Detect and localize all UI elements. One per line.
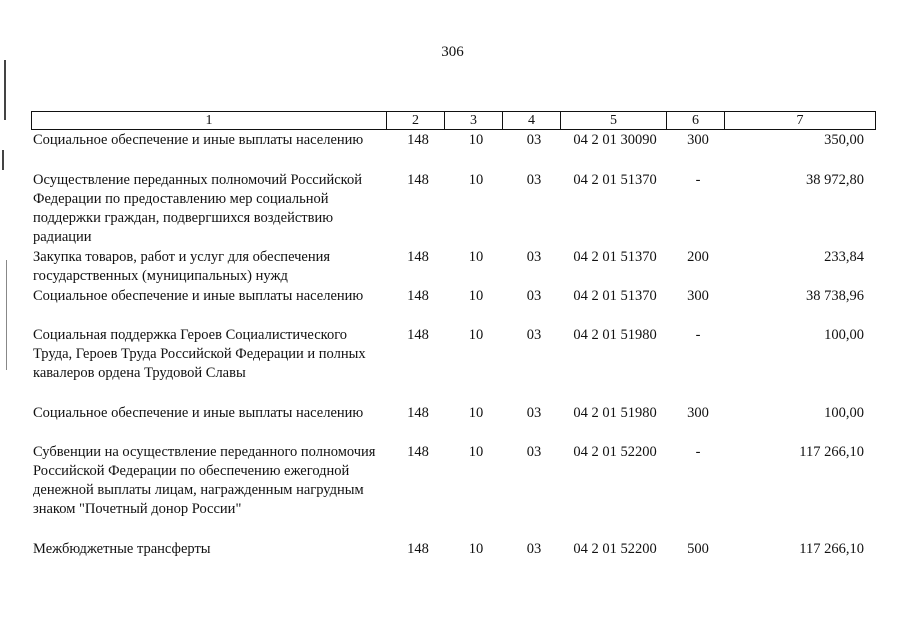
row-col-4: 03: [526, 249, 542, 265]
row-col-4: 03: [526, 132, 542, 148]
row-col-4: 03: [526, 327, 542, 343]
row-col-6: 300: [687, 288, 709, 304]
row-col-5: 04 2 01 51980: [573, 327, 657, 343]
row-col-2: 148: [407, 444, 429, 460]
row-col-4: 03: [526, 541, 542, 557]
row-col-2: 148: [407, 288, 429, 304]
row-col-6: 300: [687, 132, 709, 148]
column-header: 1: [32, 112, 387, 130]
column-header: 5: [561, 112, 667, 130]
row-description: Субвенции на осуществление переданного полномочия Российской Федерации по обеспечению ежегодной денежной выплаты лицам, награжденным нагрудным знаком "Почетный донор России": [33, 444, 376, 517]
row-description: Социальная поддержка Героев Социалистического Труда, Героев Труда Российской Федерации и полных кавалеров ордена Трудовой Славы: [33, 327, 366, 381]
page-number: 306: [441, 44, 464, 60]
row-col-2: 148: [407, 132, 429, 148]
row-col-4: 03: [526, 405, 542, 421]
row-description: Закупка товаров, работ и услуг для обеспечения государственных (муниципальных) нужд: [33, 249, 331, 284]
row-col-2: 148: [407, 541, 429, 557]
row-col-3: 10: [468, 327, 484, 343]
row-amount: 117 266,10: [799, 444, 864, 460]
row-amount: 117 266,10: [799, 541, 864, 557]
row-col-3: 10: [468, 444, 484, 460]
row-col-4: 03: [526, 172, 542, 188]
row-col-2: 148: [407, 327, 429, 343]
row-col-6: 300: [687, 405, 709, 421]
row-col-6: -: [695, 327, 701, 343]
row-col-3: 10: [468, 288, 484, 304]
row-amount: 100,00: [824, 405, 864, 421]
row-description: Социальное обеспечение и иные выплаты населению: [33, 132, 364, 148]
row-col-5: 04 2 01 51370: [573, 172, 657, 188]
column-header: 7: [725, 112, 876, 130]
row-col-3: 10: [468, 405, 484, 421]
row-description: Межбюджетные трансферты: [33, 541, 211, 557]
column-header: 4: [503, 112, 561, 130]
row-col-3: 10: [468, 541, 484, 557]
row-col-6: -: [695, 444, 701, 460]
row-col-2: 148: [407, 249, 429, 265]
row-col-4: 03: [526, 444, 542, 460]
row-col-3: 10: [468, 172, 484, 188]
row-col-5: 04 2 01 51370: [573, 249, 657, 265]
column-header-row: [32, 112, 876, 130]
row-col-6: -: [695, 172, 701, 188]
row-col-4: 03: [526, 288, 542, 304]
scan-edge-mark: [2, 150, 4, 170]
row-col-5: 04 2 01 52200: [573, 541, 657, 557]
row-col-3: 10: [468, 132, 484, 148]
column-header: 3: [445, 112, 503, 130]
column-header-table: [31, 111, 876, 130]
row-description: Осуществление переданных полномочий Российской Федерации по предоставлению мер социальной поддержки граждан, подвергшихся воздействию радиации: [33, 172, 362, 245]
row-col-6: 500: [687, 541, 709, 557]
row-col-5: 04 2 01 30090: [573, 132, 657, 148]
row-col-5: 04 2 01 51980: [573, 405, 657, 421]
scan-edge-mark: [4, 60, 6, 120]
row-description: Социальное обеспечение и иные выплаты населению: [33, 288, 364, 304]
row-amount: 233,84: [824, 249, 864, 265]
row-amount: 38 738,96: [806, 288, 864, 304]
row-amount: 350,00: [824, 132, 864, 148]
column-header: 2: [387, 112, 445, 130]
row-description: Социальное обеспечение и иные выплаты населению: [33, 405, 364, 421]
row-col-3: 10: [468, 249, 484, 265]
row-col-2: 148: [407, 172, 429, 188]
scan-edge-mark: [6, 260, 7, 370]
row-col-6: 200: [687, 249, 709, 265]
row-amount: 100,00: [824, 327, 864, 343]
row-amount: 38 972,80: [806, 172, 864, 188]
row-col-2: 148: [407, 405, 429, 421]
row-col-5: 04 2 01 51370: [573, 288, 657, 304]
column-header: 6: [667, 112, 725, 130]
row-col-5: 04 2 01 52200: [573, 444, 657, 460]
